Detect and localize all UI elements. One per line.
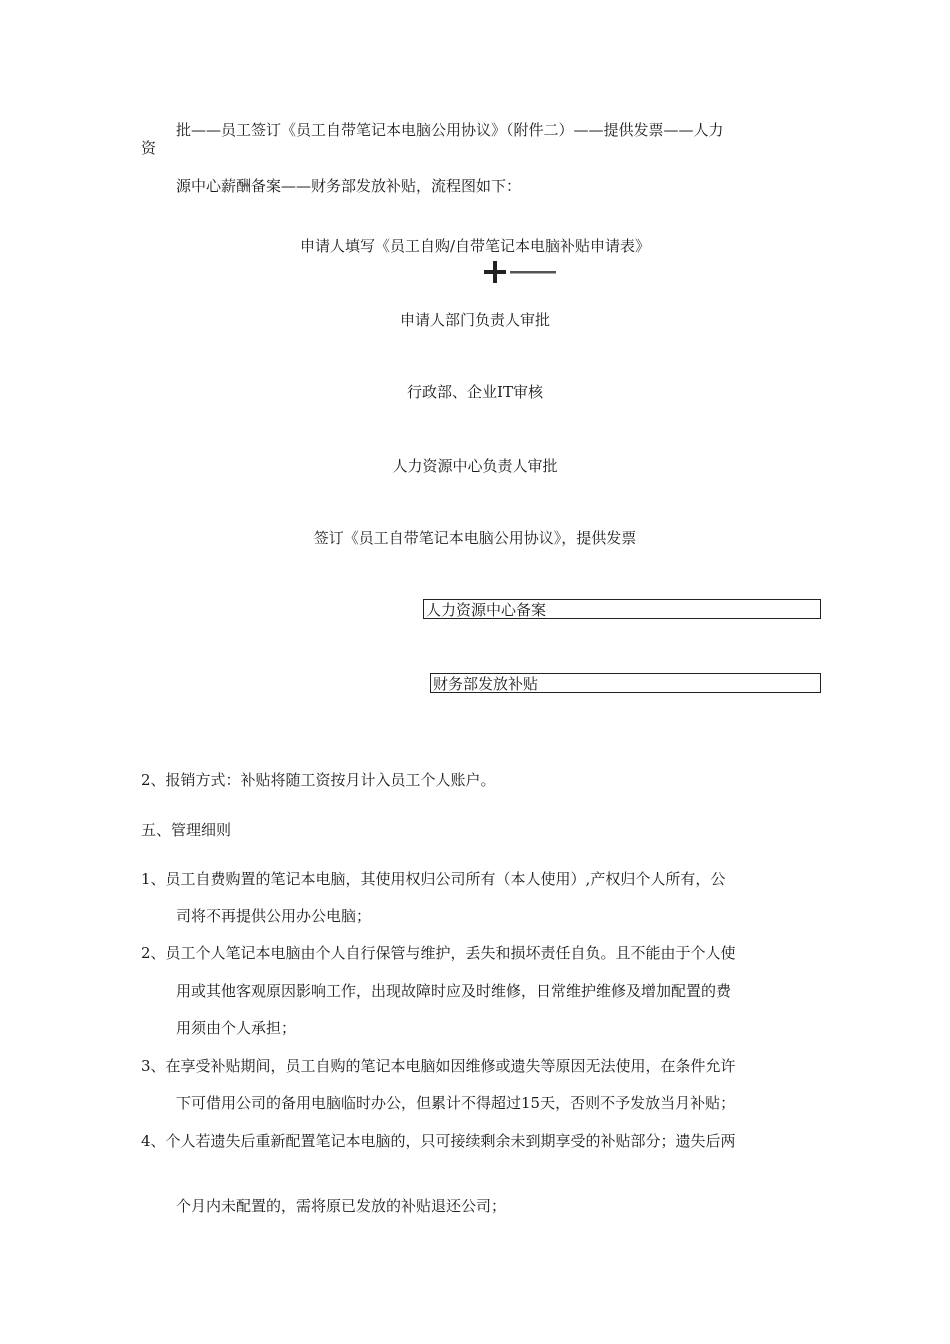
- flow-step-hr-filing-label: 人力资源中心备案: [426, 601, 547, 619]
- flow-step-dept-approval: 申请人部门负责人审批: [399, 311, 550, 329]
- section-heading: 五、管理细则: [141, 821, 232, 839]
- intro-line-1-wrap: 资: [141, 139, 157, 157]
- reimbursement-method: 2、报销方式：补贴将随工资按月计入员工个人账户。: [141, 771, 496, 789]
- flow-step-finance-payment: [430, 673, 821, 693]
- rule-2-line-1: 2、员工个人笔记本电脑由个人自行保管与维护，丢失和损坏责任自负。且不能由于个人使: [141, 944, 736, 962]
- rule-4-line-2: 个月内未配置的，需将原已发放的补贴退还公司；: [176, 1197, 507, 1215]
- rule-4-line-1: 4、个人若遗失后重新配置笔记本电脑的，只可接续剩余未到期享受的补贴部分；遗失后两: [141, 1132, 736, 1150]
- flow-step-application: 申请人填写《员工自购/自带笔记本电脑补贴申请表》: [299, 237, 651, 255]
- intro-line-1: 批——员工签订《员工自带笔记本电脑公用协议》（附件二）——提供发票——人力: [176, 121, 724, 139]
- flow-step-finance-payment-label: 财务部发放补贴: [433, 675, 539, 693]
- rule-2-line-3: 用须由个人承担；: [176, 1019, 297, 1037]
- rule-3-line-1: 3、在享受补贴期间，员工自购的笔记本电脑如因维修或遗失等原因无法使用，在条件允许: [141, 1057, 736, 1075]
- intro-line-2: 源中心薪酬备案——财务部发放补贴，流程图如下：: [176, 177, 522, 195]
- rule-3-line-2: 下可借用公司的备用电脑临时办公，但累计不得超过15天，否则不予发放当月补贴；: [176, 1094, 736, 1112]
- rule-1-line-2: 司将不再提供公用办公电脑；: [176, 907, 372, 925]
- rule-1-line-1: 1、员工自费购置的笔记本电脑，其使用权归公司所有（本人使用）,产权归个人所有，公: [141, 870, 726, 888]
- plus-connector-icon: [480, 260, 560, 286]
- flow-step-hr-filing: [423, 599, 821, 619]
- flow-step-hr-approval: 人力资源中心负责人审批: [392, 457, 558, 475]
- flow-step-sign-agreement: 签订《员工自带笔记本电脑公用协议》，提供发票: [313, 529, 637, 547]
- flow-step-admin-it-review: 行政部、企业IT审核: [407, 383, 543, 401]
- rule-2-line-2: 用或其他客观原因影响工作，出现故障时应及时维修，日常维护维修及增加配置的费: [176, 982, 732, 1000]
